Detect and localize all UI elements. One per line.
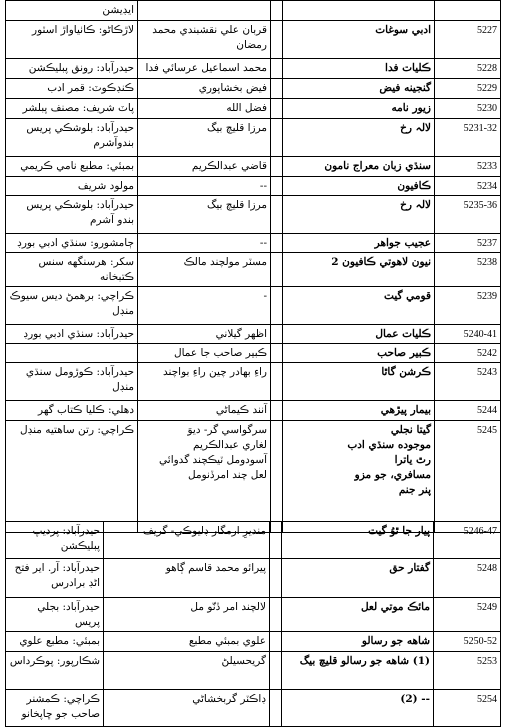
title-cell xyxy=(283,421,435,533)
publisher-cell xyxy=(6,99,138,119)
title-line: بيمار پيڙهي xyxy=(380,404,431,416)
blank-cell xyxy=(271,99,283,119)
author-cell xyxy=(138,234,271,253)
title-cell xyxy=(283,325,435,344)
publisher-cell xyxy=(6,196,138,234)
entry-number-cell: 5238 xyxy=(435,253,501,287)
catalog-row xyxy=(6,79,501,99)
title-cell xyxy=(283,401,435,421)
publisher-line: حيدرآباد: بلوشڪي پريس بندو آشرم xyxy=(26,199,134,226)
author-cell xyxy=(138,401,271,421)
publisher-cell xyxy=(6,363,138,401)
publisher-cell xyxy=(6,632,104,652)
publisher-line: حيدرآباد: ڪوڙومل سنڌي منڊل xyxy=(25,366,134,393)
publisher-line: ايڊيشن xyxy=(102,4,134,16)
blank-cell xyxy=(271,287,283,325)
blank-cell xyxy=(271,253,283,287)
catalog-row xyxy=(6,363,501,401)
catalog-row xyxy=(6,21,501,59)
entry-number-cell: 5242 xyxy=(435,344,501,363)
entry-number-cell: 5248 xyxy=(434,559,501,598)
blank-cell xyxy=(271,234,283,253)
author-cell xyxy=(138,21,271,59)
title-cell xyxy=(282,522,434,559)
author-line: گريحسيلڻ xyxy=(221,655,266,667)
publisher-cell xyxy=(6,1,138,21)
author-cell xyxy=(138,1,271,21)
blank-cell xyxy=(271,21,283,59)
title-line: عجيب جواهر xyxy=(374,237,431,249)
catalog-table-upper-body xyxy=(6,1,501,533)
blank-cell xyxy=(271,1,283,21)
blank-cell xyxy=(271,157,283,177)
author-line: لعل چند امرڏنومل xyxy=(188,469,267,481)
author-line: آسودومل ٽيڪچند گدوائي xyxy=(159,454,267,466)
entry-number-cell: 5237 xyxy=(435,234,501,253)
title-line: ڪافيون xyxy=(397,180,431,192)
blank-cell xyxy=(270,652,282,690)
catalog-row xyxy=(6,253,501,287)
title-line: ادبي سوغات xyxy=(375,24,431,36)
title-line: قومي گيت xyxy=(384,290,431,302)
author-line: ڪبير صاحب جا عمال xyxy=(173,347,267,359)
publisher-cell xyxy=(6,401,138,421)
author-line: سرگواسي گر- ديوَ xyxy=(187,424,267,436)
author-cell xyxy=(104,522,270,559)
author-cell xyxy=(138,421,271,533)
publisher-cell xyxy=(6,690,104,727)
catalog-row xyxy=(6,119,501,157)
publisher-cell xyxy=(6,177,138,196)
catalog-row xyxy=(6,234,501,253)
publisher-line: ڪراچي: رتن ساهتيه منڊل xyxy=(19,424,134,436)
blank-cell xyxy=(271,196,283,234)
publisher-cell xyxy=(6,157,138,177)
title-cell xyxy=(283,1,435,21)
publisher-line: مولود شريف xyxy=(77,180,134,192)
publisher-cell xyxy=(6,119,138,157)
author-line: فيض بخشاپوري xyxy=(198,82,267,94)
title-cell xyxy=(283,177,435,196)
title-cell xyxy=(283,287,435,325)
publisher-line: ڪراچي: ڪمشنر صاحب جو ڇاپخانو xyxy=(21,693,100,720)
title-cell xyxy=(283,157,435,177)
publisher-line: لاڙڪاڻو: ڪاٺياواڙ اسٽور xyxy=(32,24,134,36)
title-line: ڪبير صاحب xyxy=(377,347,431,359)
catalog-row xyxy=(6,287,501,325)
title-cell xyxy=(282,652,434,690)
entry-number-cell: 5239 xyxy=(435,287,501,325)
catalog-row xyxy=(6,344,501,363)
author-cell xyxy=(138,157,271,177)
author-line: اظهر گيلاني xyxy=(215,328,267,340)
author-line: مرزا قليچ بيگ xyxy=(206,122,267,134)
title-cell xyxy=(283,79,435,99)
catalog-table-lower xyxy=(5,521,501,727)
author-line: آنند ڪيماڻي xyxy=(215,404,267,416)
author-cell xyxy=(138,287,271,325)
blank-cell xyxy=(271,363,283,401)
author-cell xyxy=(138,325,271,344)
entry-number-cell: 5253 xyxy=(434,652,501,690)
catalog-row xyxy=(6,421,501,533)
publisher-cell xyxy=(6,344,138,363)
entry-number-cell: 5243 xyxy=(435,363,501,401)
publisher-line: سکر: هرسنگهه سنس ڪتبخانه xyxy=(38,256,134,283)
title-line: ڪليات عمال xyxy=(375,328,431,340)
title-line: مائڪ موتي لعل xyxy=(360,601,430,613)
author-cell xyxy=(104,652,270,690)
blank-cell xyxy=(271,59,283,79)
entry-number-cell: 5245 xyxy=(435,421,501,533)
entry-number-cell: 5228 xyxy=(435,59,501,79)
entry-number-cell: 5246-47 xyxy=(434,522,501,559)
title-cell xyxy=(282,598,434,632)
publisher-cell xyxy=(6,79,138,99)
title-line: گيتا نجلي xyxy=(390,424,431,436)
blank-cell xyxy=(270,598,282,632)
entry-number-cell: 5240-41 xyxy=(435,325,501,344)
entry-number-cell: 5244 xyxy=(435,401,501,421)
publisher-line: بمبئي: مطبع نامي ڪريمي xyxy=(20,160,134,172)
author-cell xyxy=(104,559,270,598)
blank-cell xyxy=(270,559,282,598)
entry-number-cell: 5229 xyxy=(435,79,501,99)
blank-cell xyxy=(271,177,283,196)
publisher-line: دهلي: ڪليا ڪتاب گهر xyxy=(38,404,134,416)
entry-number-cell: 5250-52 xyxy=(434,632,501,652)
author-cell xyxy=(138,99,271,119)
entry-number-cell: 5254 xyxy=(434,690,501,727)
publisher-cell xyxy=(6,652,104,690)
blank-cell xyxy=(271,421,283,533)
author-line: قاضي عبدالڪريم xyxy=(191,160,267,172)
author-line: لغاري عبدالڪريم xyxy=(193,439,267,451)
author-cell xyxy=(138,177,271,196)
title-line: لالہ رخ xyxy=(400,122,431,134)
author-line: - xyxy=(263,290,267,302)
author-line: پيرائو محمد قاسم ڳاهو xyxy=(165,562,266,574)
title-line: پيار جا ٿوُ گيت xyxy=(368,525,430,537)
author-line: مرزا قليچ بيگ xyxy=(206,199,267,211)
author-cell xyxy=(138,119,271,157)
catalog-row xyxy=(6,196,501,234)
blank-cell xyxy=(270,690,282,727)
title-line: گنجينه فيض xyxy=(379,82,431,94)
catalog-row xyxy=(6,99,501,119)
catalog-row xyxy=(6,401,501,421)
title-line: (1) شاهه جو رسالو قليچ بيگ xyxy=(299,655,430,667)
author-line: -- xyxy=(259,180,267,192)
title-cell xyxy=(283,253,435,287)
publisher-cell xyxy=(6,253,138,287)
title-line: ڪرشن گاٿا xyxy=(381,366,431,378)
entry-number-cell xyxy=(435,1,501,21)
blank-cell xyxy=(270,522,282,559)
publisher-line: حيدرآباد: سنڌي ادبي بورڊ xyxy=(23,328,134,340)
author-line: محمد اسماعيل عرسائي فدا xyxy=(145,62,267,74)
entry-number-cell: 5231-32 xyxy=(435,119,501,157)
blank-cell xyxy=(270,632,282,652)
author-cell xyxy=(138,196,271,234)
blank-cell xyxy=(271,344,283,363)
entry-number-cell: 5249 xyxy=(434,598,501,632)
entry-number-cell: 5233 xyxy=(435,157,501,177)
publisher-line: پاٽ شريف: مصنف پبلشر xyxy=(22,102,134,114)
publisher-cell xyxy=(6,325,138,344)
author-cell xyxy=(138,253,271,287)
title-cell xyxy=(283,234,435,253)
catalog-row xyxy=(6,177,501,196)
publisher-line: حيدرآباد: بجلي پريس xyxy=(37,601,100,628)
title-cell xyxy=(282,559,434,598)
publisher-line: حيدرآباد: بلوشڪي پريس بندوآشرم xyxy=(26,122,134,149)
publisher-line: حيدرآباد: آر. اير فتح اڻڊ برادرس xyxy=(14,562,100,589)
publisher-line: ڄامشورو: سنڌي ادبي بورڊ xyxy=(17,237,134,249)
blank-cell xyxy=(271,401,283,421)
publisher-cell xyxy=(6,598,104,632)
publisher-line: شڪارپور: پوڪرداس xyxy=(9,655,100,667)
publisher-line: حيدرآباد: رونق پبليڪشن xyxy=(28,62,134,74)
blank-cell xyxy=(271,325,283,344)
blank-cell xyxy=(271,79,283,99)
title-line: پنر جنم xyxy=(398,484,431,496)
title-cell xyxy=(283,59,435,79)
author-line: فضل الله xyxy=(226,102,267,114)
title-line: شاهه جو رسالو xyxy=(361,635,430,647)
catalog-row xyxy=(6,157,501,177)
publisher-line: بمبئي: مطبع علوي xyxy=(19,635,100,647)
title-line: موجوده سنڌي ادب xyxy=(347,439,431,451)
title-cell xyxy=(283,99,435,119)
entry-number-cell: 5230 xyxy=(435,99,501,119)
publisher-cell xyxy=(6,234,138,253)
title-cell xyxy=(283,363,435,401)
title-line: نيون لاهوتي ڪافيون 2 xyxy=(331,256,431,268)
author-line: قربان علي نقشبندي محمد رمضان xyxy=(152,24,267,51)
entry-number-cell: 5235-36 xyxy=(435,196,501,234)
title-line: زيور نامه xyxy=(391,102,431,114)
entry-number-cell: 5227 xyxy=(435,21,501,59)
title-cell xyxy=(282,690,434,727)
title-line: رٿ ياترا xyxy=(394,454,431,466)
title-line: لالہ رخ xyxy=(400,199,431,211)
publisher-line: حيدرآباد: پرديپ پبليڪشن xyxy=(32,525,100,552)
title-cell xyxy=(282,632,434,652)
title-line: سنڌي زبان معراج نامون xyxy=(324,160,431,172)
title-cell xyxy=(283,21,435,59)
publisher-cell xyxy=(6,59,138,79)
publisher-line: ڪراچي: برهمڻ ديس سيوڪ منڊل xyxy=(9,290,134,317)
publisher-cell xyxy=(6,522,104,559)
publisher-line: ڪنڊڪوٽ: قمر ادب xyxy=(47,82,134,94)
author-line: لالچند امر ڏنّو مل xyxy=(190,601,266,613)
catalog-row xyxy=(6,598,501,632)
author-cell xyxy=(104,690,270,727)
title-line: ڪليات فدا xyxy=(385,62,431,74)
publisher-cell xyxy=(6,559,104,598)
title-cell xyxy=(283,196,435,234)
catalog-row xyxy=(6,325,501,344)
catalog-row xyxy=(6,522,501,559)
author-line: ڊاڪٽر گربخشاڻي xyxy=(192,693,266,705)
entry-number-cell: 5234 xyxy=(435,177,501,196)
author-line: -- xyxy=(259,237,267,249)
author-cell xyxy=(138,59,271,79)
catalog-table-upper xyxy=(5,0,501,533)
author-cell xyxy=(104,598,270,632)
title-line: -- (2) xyxy=(400,693,430,705)
catalog-table-lower-body xyxy=(6,522,501,727)
catalog-row xyxy=(6,632,501,652)
author-line: راءِ بهادر چين راءِ بواچند xyxy=(163,366,267,378)
author-cell xyxy=(138,344,271,363)
catalog-row xyxy=(6,559,501,598)
title-cell xyxy=(283,119,435,157)
catalog-row xyxy=(6,59,501,79)
author-cell xyxy=(138,79,271,99)
author-line: علوي بمبئي مطبع xyxy=(188,635,266,647)
catalog-row xyxy=(6,690,501,727)
publisher-cell xyxy=(6,421,138,533)
author-cell xyxy=(104,632,270,652)
title-line: گفتار حق xyxy=(389,562,430,574)
catalog-row xyxy=(6,652,501,690)
author-cell xyxy=(138,363,271,401)
blank-cell xyxy=(271,119,283,157)
title-line: مسافري، جو مزو xyxy=(354,469,431,481)
title-cell xyxy=(283,344,435,363)
catalog-row xyxy=(6,1,501,21)
publisher-cell xyxy=(6,287,138,325)
author-line: مسٽر مولچند مالڪ xyxy=(183,256,267,268)
author-line: منديرِ ارمگار ڊليوڪي- گريف xyxy=(142,525,266,537)
publisher-cell xyxy=(6,21,138,59)
